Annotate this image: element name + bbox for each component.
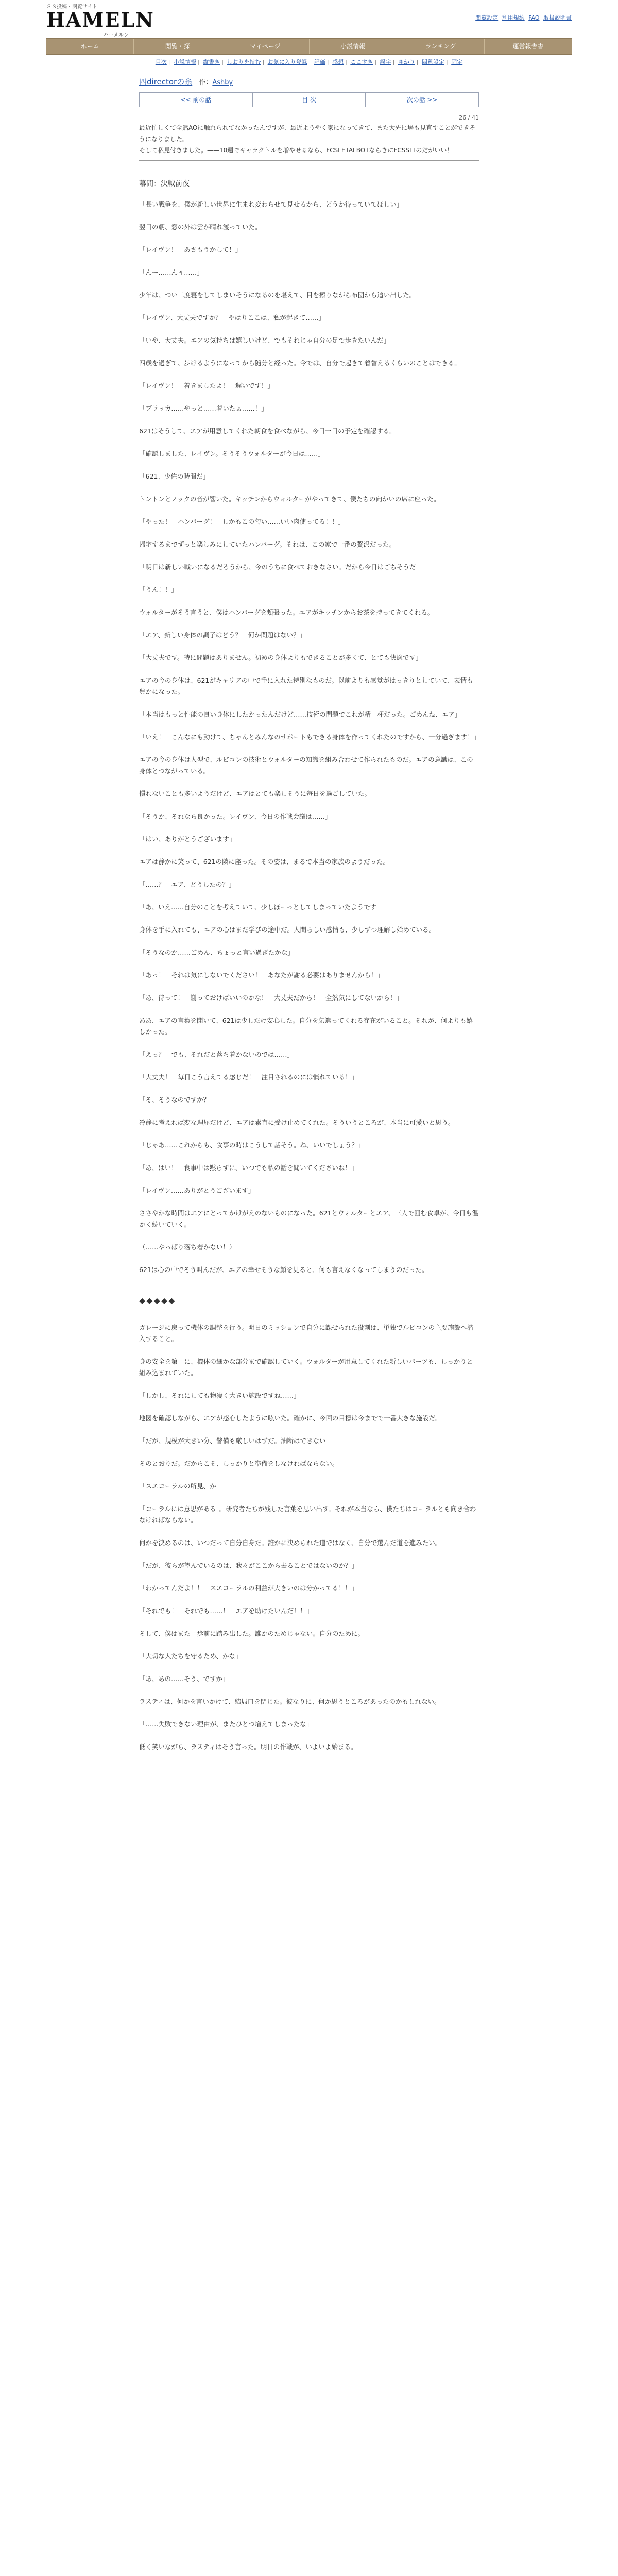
subnav-favorite[interactable]: お気に入り登録	[267, 59, 307, 65]
story-paragraph: 「エア、新しい身体の調子はどう？ 何か問題はない？」	[139, 631, 306, 639]
novel-title-link[interactable]: 四directorの糸	[139, 77, 193, 87]
subnav-typo[interactable]: 誤字	[380, 59, 391, 65]
story-paragraph: 翌日の朝、窓の外は雲が晴れ渡っていた。	[139, 223, 262, 231]
pager-next-cell	[366, 93, 479, 107]
story-paragraph: 「大切な人たちを守るため、かな」	[139, 1652, 242, 1660]
story-paragraph: 冷静に考えれば変な理屈だけど、エアは素直に受け止めてくれた。そういうところが、本当に可愛いと思う。	[139, 1118, 455, 1126]
subnav-toc[interactable]: 目次	[155, 59, 167, 65]
chapter-title: 幕間：決戦前夜	[139, 180, 190, 188]
story-paragraph: 「だが、規模が大きい分、警備も厳しいはずだ。油断はできない」	[139, 1437, 333, 1445]
story-paragraph: 「……？ エア、どうしたの？」	[139, 880, 235, 888]
story-paragraph: 「レイヴン、大丈夫ですか？ やはりここは、私が起きて……」	[139, 314, 325, 321]
story-paragraph: 帰宅するまでずっと楽しみにしていたハンバーグ。それは、この家で一番の贅沢だった。	[139, 540, 396, 548]
story-paragraph: 身の安全を第一に、機体の細かな部分まで確認していく。ウォルターが用意してくれた新しいパーツも、しっかりと組み込まれていた。	[139, 1358, 473, 1377]
story-paragraph: エアの今の身体は、621がキャリアの中で手に入れた特別なものだ。以前よりも感覚がはっきりとしていて、表情も豊かになった。	[139, 676, 473, 696]
story-paragraph: ラスティは、何かを言いかけて、結局口を閉じた。彼なりに、何か思うところがあったのかもしれない。	[139, 1698, 441, 1705]
subnav-yukari[interactable]: ゆかり	[398, 59, 415, 65]
story-paragraph: そして、僕はまた一歩前に踏み出した。誰かのためじゃない。自分のために。	[139, 1630, 365, 1637]
story-paragraph: 「あ、いえ……自分のことを考えていて、少しぼーっとしてしまっていたようです」	[139, 903, 383, 911]
preface-line: 最近忙しくて全然AOに触れられてなかったんですが、最近ようやく家になってきて、また大先に場も見直すことができそうになりました。	[139, 124, 476, 143]
story-paragraph: ガレージに戻って機体の調整を行う。明日のミッションで自分に課せられた役割は、単独でルビコンの主要施設へ潜入すること。	[139, 1324, 474, 1343]
story-paragraph: 地図を確認しながら、エアが感心したように呟いた。確かに、今回の目標は今までで一番大きな施設だ。	[139, 1414, 442, 1422]
preface-line: そして私見付きました。——10週でキャラクトルを増やせるなら、FCSLETALBOTならきにFCSSLTのだがいい！	[139, 147, 453, 154]
story-paragraph: 「えっ？ でも、それだと落ち着かないのでは……」	[139, 1050, 294, 1058]
pager-toc-cell	[252, 93, 366, 107]
story-paragraph: 「……失敗できない理由が、またひとつ増えてしまったな」	[139, 1720, 313, 1728]
story-paragraph: 「621、少佐の時間だ」	[139, 472, 210, 480]
logo-wordmark: HAMELN	[46, 8, 154, 31]
next-episode-link[interactable]: 次の話 >>	[406, 96, 438, 104]
story-paragraph: 「あっ！ それは気にしないでください！ あなたが謝る必要はありませんから！」	[139, 971, 384, 979]
story-paragraph: 「いえ！ こんなにも動けて、ちゃんとみんなのサポートもできる身体を作ってくれたのですから、十分過ぎます！」	[139, 733, 480, 741]
story-paragraph: 「コーラルには意思がある」。研究者たちが残した言葉を思い出す。それが本当なら、僕たちはコーラルとも向き合わなければならない。	[139, 1505, 476, 1524]
story-paragraph: 「大丈夫です。特に問題はありません。初めの身体よりもできることが多くて、とても快適です」	[139, 654, 422, 662]
story-paragraph: 621はそうして、エアが用意してくれた朝食を食べながら、今日一日の予定を確認する。	[139, 427, 396, 435]
site-logo[interactable]	[46, 2, 154, 38]
subnav-rate[interactable]: 評価	[314, 59, 325, 65]
story-paragraph: 621は心の中でそう叫んだが、エアの幸せそうな顔を見ると、何も言えなくなってしまうのだった。	[139, 1266, 428, 1274]
episode-number: 26 / 41	[459, 114, 479, 121]
novel-heading	[139, 76, 479, 87]
nav-mypage[interactable]: マイページ	[221, 39, 309, 54]
story-paragraph: 「いや、大丈夫。エアの気持ちは嬉しいけど、でもそれじゃ自分の足で歩きたいんだ」	[139, 336, 390, 344]
global-nav	[46, 38, 572, 55]
story-paragraph: 「確認しました、レイヴン。そうそうウォルターが今日は……」	[139, 450, 324, 457]
subnav-pin[interactable]: 固定	[451, 59, 463, 65]
story-paragraph: ウォルターがそう言うと、僕はハンバーグを頬張った。エアがキッチンからお茶を持ってきてくれる。	[139, 608, 434, 616]
story-paragraph: 「じゃあ……これからも、食事の時はこうして話そう。ね、いいでしょう？」	[139, 1141, 365, 1149]
story-paragraph: トントンとノックの音が響いた。キッチンからウォルターがやってきて、僕たちの向かいの席に座った。	[139, 495, 440, 503]
main-content	[139, 76, 479, 1753]
preface	[139, 122, 479, 161]
story-paragraph: 「明日は新しい戦いになるだろうから、今のうちに食べておきなさい。だから今日はごちそうだ」	[139, 563, 423, 571]
sub-nav: 目次 | 小説情報 | 縦書き | しおりを挟む | お気に入り登録 | 評価 | 感想 | ここすき | 誤字 | ゆかり | 閲覧設定 | 固定	[155, 59, 463, 65]
story-body	[139, 199, 479, 1753]
story-paragraph: エアは静かに笑って、621の隣に座った。その姿は、まるで本当の家族のようだった。	[139, 858, 389, 866]
story-paragraph: 「んー……んぅ……」	[139, 268, 203, 276]
story-paragraph: 「うん！！」	[139, 586, 178, 594]
story-paragraph: 何かを決めるのは、いつだって自分自身だ。誰かに決められた道ではなく、自分で選んだ道を進みたい。	[139, 1539, 442, 1547]
pager-prev-cell	[140, 93, 253, 107]
subnav-comments[interactable]: 感想	[332, 59, 344, 65]
nav-home[interactable]: ホーム	[46, 39, 134, 54]
story-paragraph: 「それでも！ それでも……！ エアを助けたいんだ！！」	[139, 1607, 313, 1615]
subnav-view-settings[interactable]: 閲覧設定	[421, 59, 444, 65]
toc-link[interactable]: 目 次	[302, 96, 316, 104]
story-paragraph: 「レイヴン！ 着きましたよ！ 遅いです！」	[139, 382, 274, 389]
nav-ranking[interactable]: ランキング	[397, 39, 485, 54]
story-paragraph: そのとおりだ。だからこそ、しっかりと準備をしなければならない。	[139, 1460, 339, 1467]
nav-novel-info[interactable]: 小説情報	[310, 39, 397, 54]
link-terms[interactable]: 利用規約	[502, 14, 525, 21]
logo-kana: ハーメルン	[103, 32, 129, 38]
author-label: 作：	[199, 79, 213, 87]
story-paragraph: 「レイヴン……ありがとうございます」	[139, 1187, 255, 1194]
nav-reports[interactable]: 運営報告書	[512, 43, 544, 50]
story-paragraph: 身体を手に入れても、エアの心はまだ学びの途中だ。人間らしい感情も、少しずつ理解し始めている。	[139, 926, 436, 934]
nav-browse[interactable]: 閲覧・探	[134, 39, 221, 54]
link-view-settings[interactable]: 閲覧設定	[475, 14, 499, 21]
subnav-novel-info[interactable]: 小説情報	[174, 59, 197, 65]
prev-episode-link[interactable]: << 前の話	[180, 96, 212, 104]
story-paragraph: （……やっぱり落ち着かない！）	[139, 1243, 236, 1251]
story-paragraph: 「はい、ありがとうございます」	[139, 835, 236, 843]
story-paragraph: 「レイヴン！ あさもうかして！」	[139, 246, 242, 253]
story-paragraph: 「やった！ ハンバーグ！ しかもこの匂い……いい肉使ってる！！」	[139, 518, 345, 526]
story-paragraph: 「本当はもっと性能の良い身体にしたかったんだけど……技術の問題でこれが精一杯だった。ごめんね、エア」	[139, 710, 461, 718]
story-paragraph: 「わかってんだよ！！ スエコーラルの利益が大きいのは分かってる！！」	[139, 1584, 358, 1592]
story-paragraph: ああ、エアの言葉を聞いて、621は少しだけ安心した。自分を気遣ってくれる存在がいること。それが、何よりも嬉しかった。	[139, 1016, 473, 1036]
story-paragraph: 「だが、彼らが望んでいるのは、我々がここから去ることではないのか？」	[139, 1562, 358, 1569]
story-paragraph: 「あ、はい！ 食事中は黙らずに、いつでも私の話を聞いてくださいね！」	[139, 1164, 358, 1172]
subnav-vertical[interactable]: 縦書き	[203, 59, 220, 65]
link-manual[interactable]: 取扱説明書	[543, 14, 572, 21]
story-paragraph: ささやかな時間はエアにとってかけがえのないものになった。621とウォルターとエア、三人で囲む食卓が、今日も温かく続いていく。	[139, 1209, 479, 1228]
story-paragraph: 「あ、あの……そう、ですか」	[139, 1675, 229, 1683]
story-paragraph: 「あ、待って！ 謝っておけばいいのかな！ 大丈夫だから！ 全然気にしてないから！」	[139, 994, 403, 1002]
story-paragraph: 低く笑いながら、ラスティはそう言った。明日の作戦が、いよいよ始まる。	[139, 1743, 357, 1751]
subnav-bookmark[interactable]: しおりを挟む	[227, 59, 261, 65]
story-paragraph: 「ブラッカ……やっと……着いたぁ……！」	[139, 404, 268, 412]
story-paragraph: 四歳を過ぎて、歩けるようになってから随分と経った。今では、自分で起きて着替えるくらいのことはできる。	[139, 359, 461, 367]
story-paragraph: 少年は、つい二度寝をしてしまいそうになるのを堪えて、目を擦りながら布団から這い出した。	[139, 291, 416, 299]
section-separator: ◆◆◆◆◆	[139, 1296, 176, 1306]
link-faq[interactable]: FAQ	[528, 14, 540, 21]
story-paragraph: 慣れないことも多いようだけど、エアはとても楽しそうに毎日を過ごしていた。	[139, 790, 371, 798]
story-paragraph: 「そうか、それなら良かった。レイヴン、今日の作戦会議は……」	[139, 812, 332, 820]
site-header	[46, 0, 572, 38]
author-link[interactable]: Ashby	[212, 79, 233, 87]
top-links	[473, 13, 572, 22]
episode-pager	[139, 92, 479, 107]
story-paragraph: エアの今の身体は人型で、ルビコンの技術とウォルターの知識を組み合わせて作られたものだ。エアの意識は、この身体とつながっている。	[139, 756, 473, 775]
story-paragraph: 「大丈夫！ 毎日こう言えてる感じだ！ 注目されるのには慣れている！」	[139, 1073, 358, 1081]
story-paragraph: 「しかし、それにしても物凄く大きい施設ですね……」	[139, 1392, 300, 1399]
story-paragraph: 「長い戦争を、僕が新しい世界に生まれ変わらせて見せるから、どうか待っていてほしい」	[139, 200, 403, 208]
story-paragraph: 「そ、そうなのですか？」	[139, 1096, 216, 1104]
subnav-likes[interactable]: ここすき	[350, 59, 373, 65]
logo-subtitle: ＳＳ投稿・閲覧サイト	[46, 4, 98, 10]
story-paragraph: 「そうなのか……ごめん、ちょっと言い過ぎたかな」	[139, 948, 294, 956]
story-paragraph: 「スエコーラルの所見、か」	[139, 1482, 223, 1490]
